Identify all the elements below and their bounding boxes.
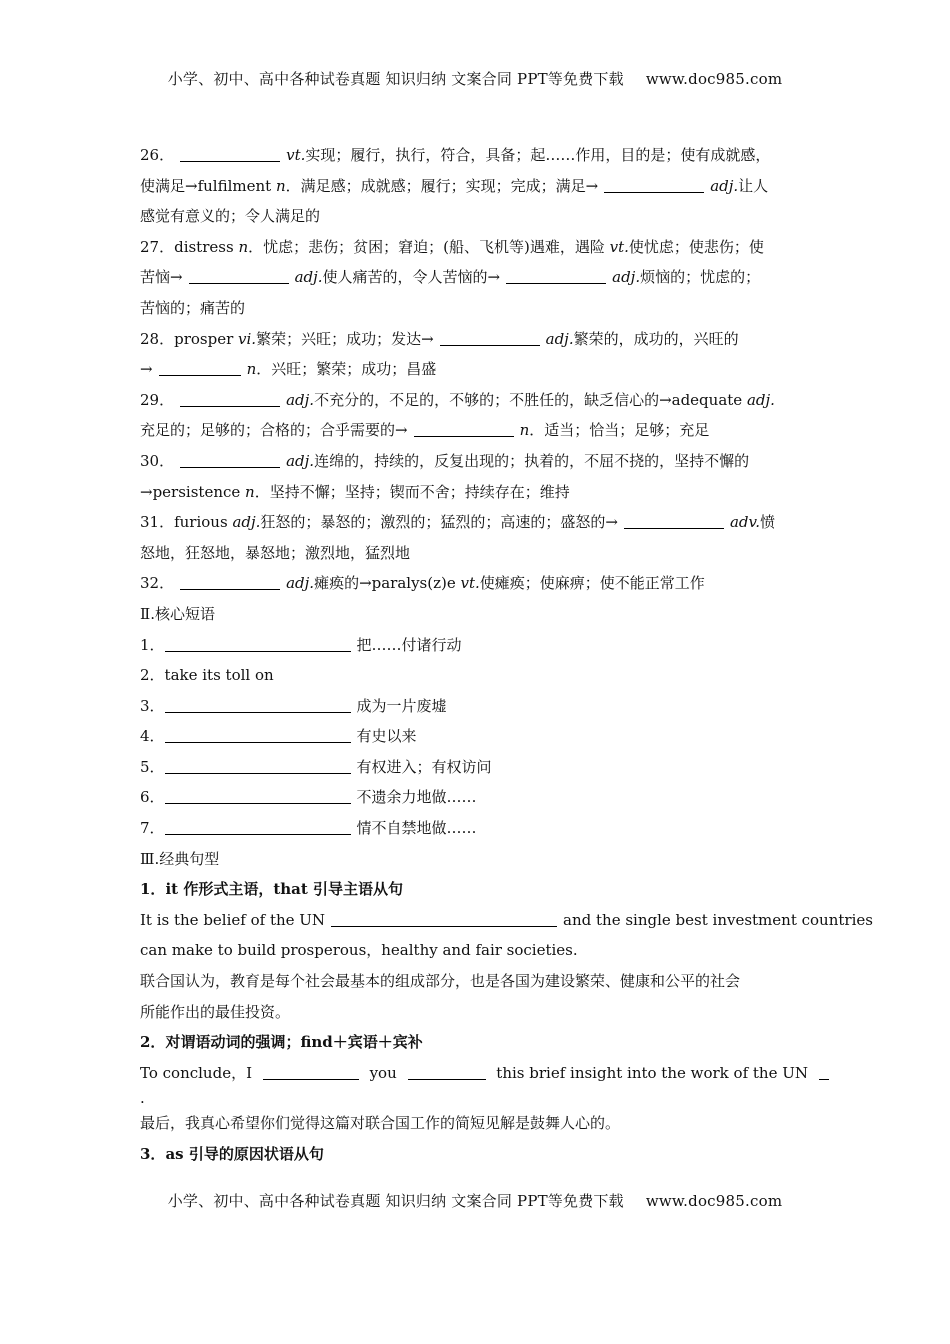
part-of-speech: vt. — [460, 574, 480, 593]
part-of-speech: adj. — [612, 268, 641, 287]
definition: 使人痛苦的，令人苦恼的→ — [322, 268, 501, 287]
phrase-meaning: 有权进入；有权访问 — [356, 757, 492, 776]
vocab-item-28-line2 — [140, 354, 812, 385]
sentence-1-english-line2: can make to build prosperous，healthy and fair societies. — [140, 941, 578, 960]
english-text: To conclude，I — [140, 1063, 252, 1082]
answer-blank[interactable] — [506, 268, 606, 284]
definition: 不充分的，不足的，不够的；不胜任的，缺乏信心的→adequate — [314, 390, 747, 409]
title-part: find — [300, 1033, 333, 1052]
vocab-item-30-line2 — [140, 477, 812, 508]
phrase-meaning: 把……付诸行动 — [356, 635, 462, 654]
item-number: 26． — [140, 146, 175, 164]
answer-blank[interactable] — [180, 146, 280, 162]
answer-blank[interactable] — [414, 421, 514, 437]
definition: 充足的；足够的；合格的；合乎需要的→ — [140, 421, 408, 440]
vocab-item-27 — [140, 232, 812, 263]
answer-blank[interactable] — [165, 758, 351, 774]
phrase-item-7 — [140, 813, 812, 844]
footer-text: 小学、初中、高中各种试卷真题 知识归纳 文案合同 PPT等免费下载 — [167, 1192, 624, 1210]
title-part: it — [165, 880, 179, 899]
phrase-text: take its toll on — [164, 666, 274, 685]
vocab-item-27-line2 — [140, 262, 812, 293]
definition: 狂怒的；暴怒的；激烈的；猛烈的；高速的；盛怒的→ — [260, 513, 618, 532]
item-number: 3． — [140, 1145, 166, 1163]
part-of-speech: adj. — [710, 176, 739, 195]
phrase-meaning: 成为一片废墟 — [356, 696, 447, 715]
sentence-pattern-2-title — [140, 1027, 812, 1058]
phrase-meaning: 不遗余力地做…… — [356, 788, 477, 807]
vocab-item-28 — [140, 324, 812, 355]
phrase-meaning: 情不自禁地做…… — [356, 819, 477, 838]
definition: 31．furious — [140, 513, 233, 532]
definition: 使瘫痪；使麻痹；使不能正常工作 — [479, 574, 705, 593]
definition: 实现；履行，执行，符合，具备；起……作用，目的是；使有成就感， — [305, 146, 771, 164]
phrase-item-2 — [140, 660, 812, 691]
page-header — [0, 68, 950, 89]
vocab-item-26-line3: 感觉有意义的；令人满足的 — [140, 207, 321, 226]
sentence-1-chinese-line2: 所能作出的最佳投资。 — [140, 1002, 291, 1021]
phrase-meaning: 有史以来 — [356, 727, 417, 746]
item-number: 3． — [140, 696, 165, 715]
phrase-item-3 — [140, 691, 812, 722]
definition: ．兴旺；繁荣；成功；昌盛 — [256, 360, 437, 379]
part-of-speech: adj. — [545, 329, 574, 348]
answer-blank[interactable] — [180, 391, 280, 407]
sentence-pattern-1-title — [140, 874, 812, 905]
answer-blank[interactable] — [408, 1064, 486, 1080]
answer-blank[interactable] — [331, 911, 557, 927]
sentence-2-english-line1 — [140, 1058, 812, 1089]
part-of-speech: adv. — [729, 513, 760, 532]
item-number: 6． — [140, 788, 165, 807]
definition: ．满足感；成就感；履行；实现；完成；满足→ — [285, 176, 599, 195]
sentence-pattern-3-title — [140, 1139, 812, 1170]
item-number: 1． — [140, 880, 166, 899]
definition: → — [140, 360, 153, 379]
title-part: ＋宾语＋宾补 — [332, 1033, 423, 1052]
vocab-item-29-line2 — [140, 415, 812, 446]
definition: 繁荣；兴旺；成功；发达→ — [256, 329, 434, 348]
item-number: 1． — [140, 635, 165, 654]
vocab-item-31 — [140, 507, 812, 538]
phrase-item-5 — [140, 752, 812, 783]
answer-blank[interactable] — [180, 574, 280, 590]
answer-blank[interactable] — [165, 788, 351, 804]
definition: 连绵的，持续的，反复出现的；执着的，不屈不挠的，坚持不懈的 — [314, 451, 750, 470]
title-part: 引导主语从句 — [313, 880, 404, 899]
answer-blank[interactable] — [165, 727, 351, 743]
item-number: 2． — [140, 666, 165, 685]
sentence-2-chinese: 最后，我真心希望你们觉得这篇对联合国工作的简短见解是鼓舞人心的。 — [140, 1114, 621, 1133]
part-of-speech: adj. — [286, 574, 315, 593]
definition: 愤 — [760, 513, 776, 532]
answer-blank[interactable] — [624, 513, 724, 529]
item-number: 4． — [140, 727, 165, 746]
vocab-item-29 — [140, 385, 812, 416]
title-part: 引导的原因状语从句 — [188, 1145, 324, 1163]
definition: 繁荣的，成功的，兴旺的 — [573, 329, 739, 348]
part-of-speech: vt. — [609, 237, 629, 256]
section-heading-phrases: Ⅱ.核心短语 — [140, 604, 215, 623]
vocab-item-31-line2: 怒地，狂怒地，暴怒地；激烈地，猛烈地 — [140, 543, 411, 562]
vocab-item-30 — [140, 446, 812, 477]
title-part: as — [165, 1145, 184, 1163]
answer-blank[interactable] — [165, 697, 351, 713]
answer-blank[interactable] — [263, 1064, 359, 1080]
part-of-speech: n — [519, 421, 530, 440]
phrase-item-4 — [140, 721, 812, 752]
document-body — [140, 140, 873, 1170]
part-of-speech: n — [238, 237, 249, 256]
definition: 让人 — [738, 176, 769, 195]
part-of-speech: adj. — [232, 513, 261, 532]
sentence-1-english-line1 — [140, 905, 873, 936]
definition: ．忧虑；悲伤；贫困；窘迫；(船、飞机等)遇难，遇险 — [248, 237, 610, 256]
part-of-speech: adj. — [294, 268, 323, 287]
definition: ．适当；恰当；足够；充足 — [529, 421, 710, 440]
title-part: 对谓语动词的强调； — [165, 1033, 301, 1052]
title-part: 作形式主语， — [183, 880, 274, 899]
header-url: www.doc985.com — [645, 70, 783, 88]
phrase-item-1 — [140, 630, 812, 661]
item-number: 7． — [140, 819, 165, 838]
vocab-item-26-line2 — [140, 171, 812, 202]
page-footer — [0, 1190, 950, 1211]
english-text: It is the belief of the UN — [140, 910, 326, 929]
definition: 瘫痪的→paralys(z)e — [314, 574, 461, 593]
answer-blank[interactable] — [180, 452, 280, 468]
definition: ．坚持不懈；坚持；锲而不舍；持续存在；维持 — [254, 482, 570, 501]
english-text: you — [369, 1063, 397, 1082]
answer-blank[interactable] — [440, 330, 540, 346]
vocab-item-27-line3: 苦恼的；痛苦的 — [140, 298, 246, 317]
part-of-speech: adj. — [746, 390, 775, 409]
item-number: 2． — [140, 1033, 166, 1052]
definition: 烦恼的；忧虑的； — [640, 268, 761, 287]
item-number: 32． — [140, 574, 175, 593]
answer-blank[interactable] — [604, 177, 704, 193]
definition: 使满足→fulfilment — [140, 176, 276, 195]
part-of-speech: adj. — [286, 390, 315, 409]
definition: 使忧虑；使悲伤；使 — [628, 237, 764, 256]
title-part: that — [273, 880, 308, 899]
definition: 苦恼→ — [140, 268, 183, 287]
sentence-1-chinese-line1: 联合国认为，教育是每个社会最基本的组成部分，也是各国为建设繁荣、健康和公平的社会 — [140, 972, 741, 991]
phrase-item-6 — [140, 782, 812, 813]
section-heading-sentences: Ⅲ.经典句型 — [140, 849, 220, 868]
part-of-speech: vt. — [286, 146, 306, 164]
english-text: and the single best investment countries — [563, 910, 873, 929]
answer-blank[interactable] — [165, 636, 351, 652]
answer-blank[interactable] — [189, 268, 289, 284]
definition: 27．distress — [140, 237, 239, 256]
vocab-item-26 — [140, 140, 812, 171]
english-text: this brief insight into the work of the UN — [496, 1063, 808, 1082]
vocab-item-32 — [140, 568, 812, 599]
part-of-speech: n — [245, 482, 255, 501]
header-text: 小学、初中、高中各种试卷真题 知识归纳 文案合同 PPT等免费下载 — [167, 70, 624, 88]
part-of-speech: n — [275, 176, 286, 195]
footer-url: www.doc985.com — [645, 1192, 783, 1210]
answer-blank[interactable] — [165, 819, 351, 835]
item-number: 30． — [140, 451, 175, 470]
part-of-speech: vi. — [238, 329, 257, 348]
definition: 28．prosper — [140, 329, 239, 348]
part-of-speech: n — [246, 360, 257, 379]
answer-blank[interactable] — [159, 360, 241, 376]
sentence-2-english-line2: . — [140, 1089, 145, 1108]
item-number: 5． — [140, 757, 165, 776]
definition: →persistence — [140, 482, 246, 501]
item-number: 29． — [140, 390, 175, 409]
answer-blank[interactable] — [819, 1064, 829, 1080]
part-of-speech: adj. — [286, 451, 315, 470]
